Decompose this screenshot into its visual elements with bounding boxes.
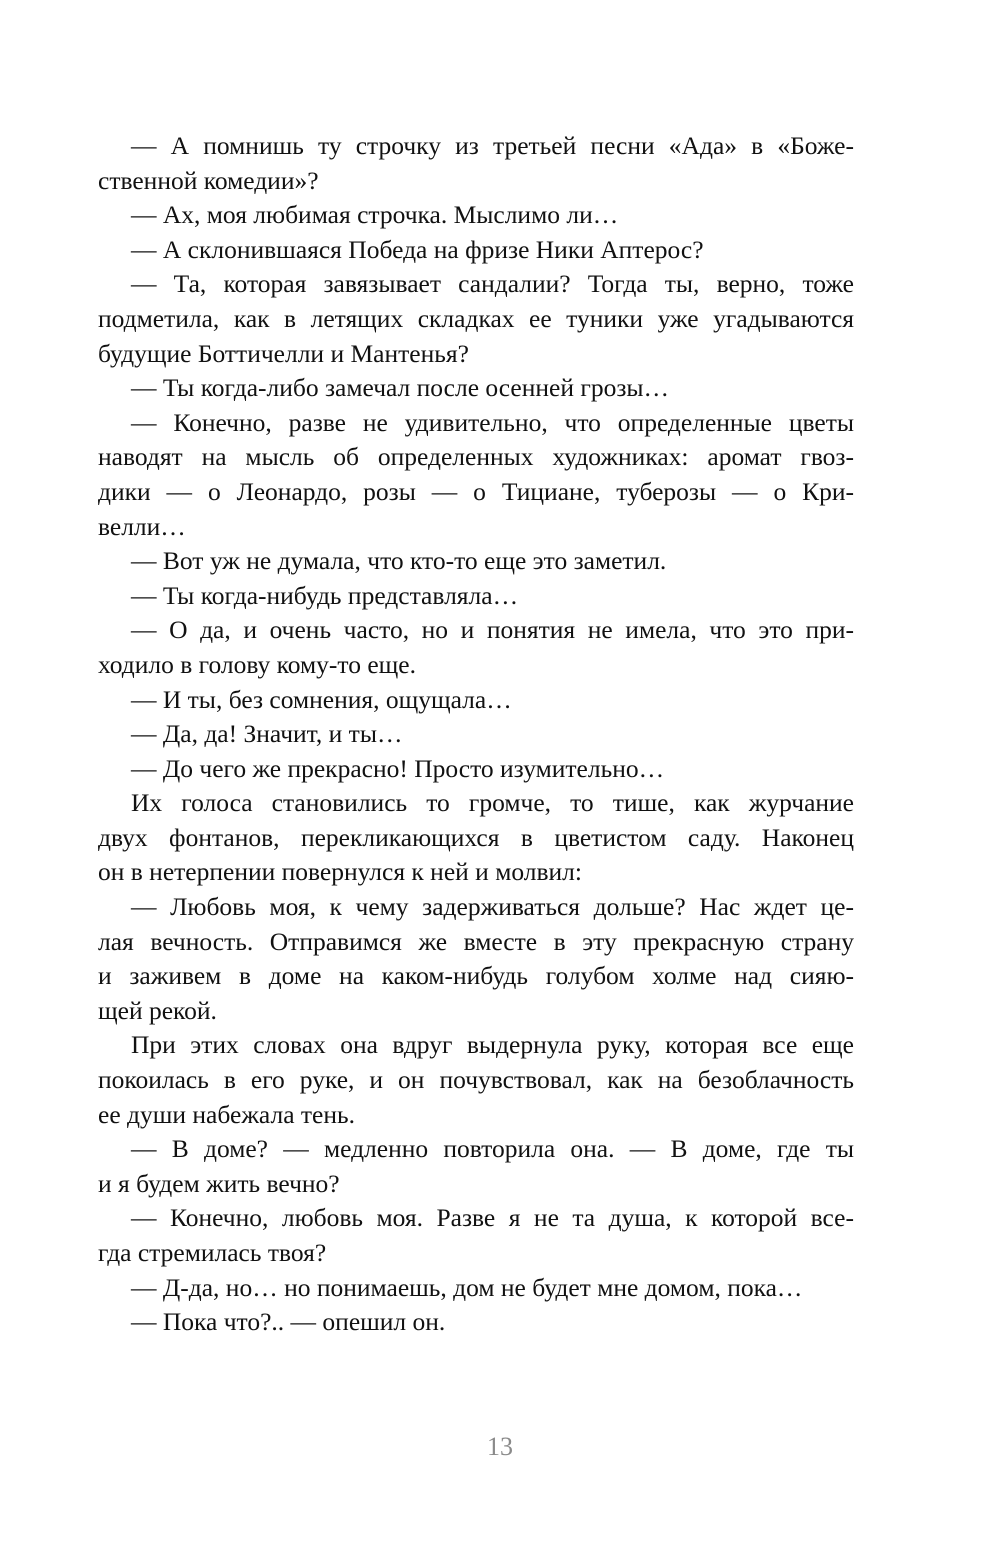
text-line: и я будем жить вечно?	[98, 1168, 340, 1198]
text-line: Их голоса становились то громче, то тише, как журчание	[131, 788, 854, 818]
text-line: — Да, да! Значит, и ты…	[131, 719, 403, 749]
text-line: — Пока что?.. — опешил он.	[131, 1307, 446, 1337]
text-line: — Д-да, но… но понимаешь, дом не будет мне домом, пока…	[131, 1272, 803, 1302]
text-line: — Конечно, любовь моя. Разве я не та душа, к которой все-	[131, 1203, 854, 1233]
text-line: — Ах, моя любимая строчка. Мыслимо ли…	[131, 200, 619, 230]
text-line: При этих словах она вдруг выдернула руку, которая все еще	[131, 1030, 854, 1060]
text-line: — Вот уж не думала, что кто-то еще это заметил.	[131, 546, 667, 576]
text-line: он в нетерпении повернулся к ней и молвил:	[98, 857, 582, 887]
text-line: — И ты, без сомнения, ощущала…	[131, 684, 512, 714]
text-line: — А помнишь ту строчку из третьей песни «Ада» в «Боже-	[131, 131, 854, 160]
text-line: — Ты когда-либо замечал после осенней грозы…	[131, 373, 670, 403]
text-line: велли…	[98, 511, 186, 541]
text-line: — О да, и очень часто, но и понятия не имела, что это при-	[131, 615, 854, 645]
text-line: лая вечность. Отправимся же вместе в эту прекрасную страну	[98, 926, 854, 956]
text-line: наводят на мысль об определенных художниках: аромат гвоз-	[98, 442, 854, 472]
text-line: — До чего же прекрасно! Просто изумительно…	[131, 753, 665, 783]
text-line: дики — о Леонардо, розы — о Тициане, туберозы — о Кри-	[98, 476, 854, 506]
text-line: — Та, которая завязывает сандалии? Тогда ты, верно, тоже	[131, 269, 854, 299]
text-line: будущие Боттичелли и Мантенья?	[98, 338, 469, 368]
text-line: подметила, как в летящих складках ее туники уже угадываются	[98, 303, 854, 333]
page-number: 13	[487, 1432, 513, 1461]
text-line: — В доме? — медленно повторила она. — В доме, где ты	[131, 1134, 854, 1164]
text-line: — Конечно, разве не удивительно, что определенные цветы	[131, 407, 854, 437]
text-line: — Любовь моя, к чему задерживаться дольше? Нас ждет це-	[131, 892, 854, 922]
text-line: гда стремилась твоя?	[98, 1238, 327, 1267]
text-line: и заживем в доме на каком-нибудь голубом холме над сияю-	[98, 961, 854, 991]
text-line: ходило в голову кому-то еще.	[98, 649, 417, 679]
text-line: покоилась в его руке, и он почувствовал, как на безоблачность	[98, 1065, 854, 1095]
text-line: щей рекой.	[98, 995, 217, 1025]
text-line: двух фонтанов, перекликающихся в цветистом саду. Наконец	[98, 822, 854, 852]
text-line: ее души набежала тень.	[98, 1099, 356, 1129]
text-line: — А склонившаяся Победа на фризе Ники Аптерос?	[131, 234, 704, 264]
text-line: — Ты когда-нибудь представляла…	[131, 580, 519, 610]
text-line: ственной комедии»?	[98, 165, 319, 195]
page-text-block	[98, 129, 854, 1340]
